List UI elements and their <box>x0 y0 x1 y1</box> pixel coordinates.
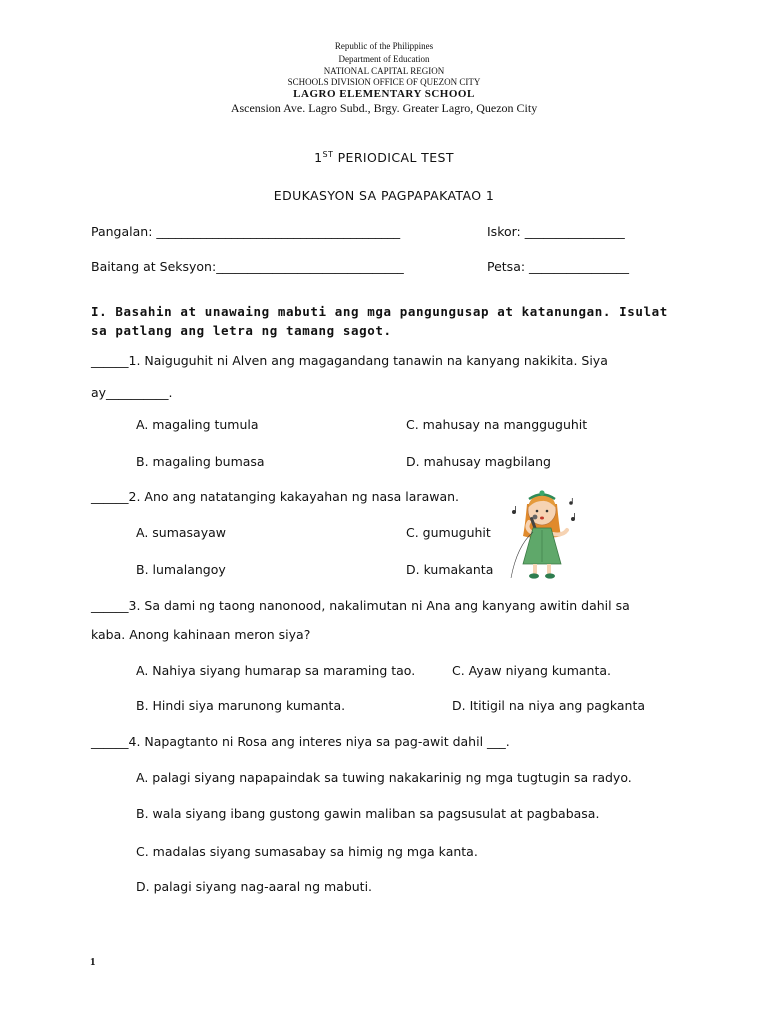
title-ordinal-suffix: ST <box>322 150 334 159</box>
header-address: Ascension Ave. Lagro Subd., Brgy. Greater Lagro, Quezon City <box>230 101 538 115</box>
question-2-line-1: ______2. Ano ang natatanging kakayahan ng nasa larawan. <box>91 489 460 504</box>
question-1-choice-c: C. mahusay na mangguguhit <box>406 417 588 432</box>
question-2-choice-b: B. lumalangoy <box>136 562 226 577</box>
question-1-choice-a: A. magaling tumula <box>136 417 259 432</box>
singing-girl-illustration <box>505 486 580 582</box>
page-number: 1 <box>90 956 96 968</box>
header-region: NATIONAL CAPITAL REGION <box>323 66 445 76</box>
question-3-choice-c: C. Ayaw niyang kumanta. <box>452 663 611 678</box>
subject-title: EDUKASYON SA PAGPAPAKATAO 1 <box>273 188 495 203</box>
question-3-choice-d: D. Ititigil na niya ang pagkanta <box>452 698 646 713</box>
question-4-choice-a: A. palagi siyang napapaindak sa tuwing nakakarinig ng mga tugtugin sa radyo. <box>136 770 632 785</box>
title-ordinal-number: 1 <box>314 150 323 166</box>
grade-section-field: Baitang at Seksyon:______________________________ <box>91 259 404 274</box>
question-4-line-1: ______4. Napagtanto ni Rosa ang interes niya sa pag-awit dahil ___. <box>91 734 510 749</box>
question-4-choice-b: B. wala siyang ibang gustong gawin maliban sa pagsusulat at pagbabasa. <box>136 806 600 821</box>
question-1-choice-d: D. mahusay magbilang <box>406 454 551 469</box>
header-department: Department of Education <box>338 54 430 64</box>
instruction-text: I. Basahin at unawaing mabuti ang mga pangungusap at katanungan. Isulat sa patlang ang letra ng tamang sagot. <box>91 304 668 338</box>
name-field: Pangalan: _______________________________________ <box>91 224 401 239</box>
question-1-line-2: ay__________. <box>91 385 173 400</box>
header-republic: Republic of the Philippines <box>334 41 434 51</box>
header-school-name: LAGRO ELEMENTARY SCHOOL <box>293 88 475 100</box>
score-field: Iskor: ________________ <box>487 224 625 239</box>
question-1-choice-b: B. magaling bumasa <box>136 454 265 469</box>
question-2-choice-d: D. kumakanta <box>406 562 494 577</box>
header-division: SCHOOLS DIVISION OFFICE OF QUEZON CITY <box>287 77 481 87</box>
question-2-choice-c: C. gumuguhit <box>406 525 491 540</box>
question-2-choice-a: A. sumasayaw <box>136 525 227 540</box>
title-rest: PERIODICAL TEST <box>333 150 454 166</box>
question-3-line-1: ______3. Sa dami ng taong nanonood, nakalimutan ni Ana ang kanyang awitin dahil sa <box>91 598 630 613</box>
question-3-choice-b: B. Hindi siya marunong kumanta. <box>136 698 346 713</box>
test-title <box>0 150 768 165</box>
question-3-choice-a: A. Nahiya siyang humarap sa maraming tao. <box>136 663 416 678</box>
question-3-line-2: kaba. Anong kahinaan meron siya? <box>91 627 311 642</box>
date-field: Petsa: ________________ <box>487 259 630 274</box>
question-4-choice-c: C. madalas siyang sumasabay sa himig ng mga kanta. <box>136 844 478 859</box>
question-4-choice-d: D. palagi siyang nag-aaral ng mabuti. <box>136 879 373 894</box>
question-1-line-1: ______1. Naiguguhit ni Alven ang magagandang tanawin na kanyang nakikita. Siya <box>91 353 608 368</box>
